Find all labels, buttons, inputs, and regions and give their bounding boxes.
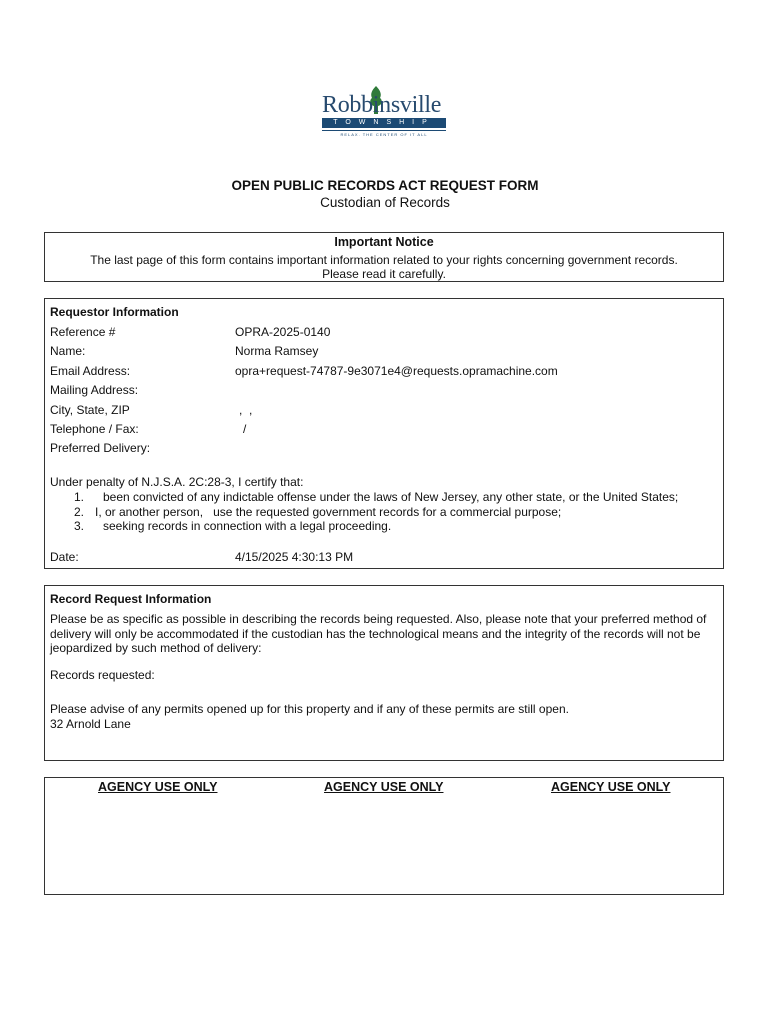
cert-item-number: 1.	[73, 490, 84, 504]
email-value: opra+request-74787-9e3071e4@requests.opramachine.com	[235, 364, 558, 378]
cert-item-number: 3.	[73, 519, 84, 533]
records-requested-text: Please advise of any permits opened up for this property and if any of these permits are still open.	[50, 702, 569, 716]
city-state-zip-label: City, State, ZIP	[50, 403, 130, 417]
cert-item-text: seeking records in connection with a legal proceeding.	[103, 519, 392, 533]
name-label: Name:	[50, 344, 86, 358]
logo-tagline: RELAX. THE CENTER OF IT ALL	[340, 132, 428, 137]
agency-use-label: AGENCY USE ONLY	[324, 780, 444, 794]
record-request-heading: Record Request Information	[50, 592, 212, 606]
logo-divider	[322, 130, 446, 131]
agency-use-label: AGENCY USE ONLY	[98, 780, 218, 794]
agency-use-box	[44, 777, 724, 895]
record-request-box	[44, 585, 724, 761]
logo-wordmark: Robbinsville	[322, 92, 442, 118]
logo-band: TOWNSHIP	[322, 118, 446, 128]
records-requested-label: Records requested:	[50, 668, 155, 682]
requestor-heading: Requestor Information	[50, 305, 179, 319]
township-logo	[322, 86, 448, 140]
date-label: Date:	[50, 550, 79, 564]
mailing-address-label: Mailing Address:	[50, 383, 139, 397]
cert-item-text: I, or another person, use the requested government records for a commercial purpose;	[95, 505, 562, 519]
certification-statement: Under penalty of N.J.S.A. 2C:28-3, I certify that:	[50, 475, 304, 489]
reference-value: OPRA-2025-0140	[235, 325, 331, 339]
form-title: OPEN PUBLIC RECORDS ACT REQUEST FORM	[231, 178, 539, 193]
notice-heading: Important Notice	[334, 235, 434, 249]
cert-item-text: been convicted of any indictable offense under the laws of New Jersey, any other state, or the United States;	[103, 490, 679, 504]
name-value: Norma Ramsey	[235, 344, 319, 358]
city-state-zip-value: , ,	[239, 403, 253, 417]
cert-item-number: 2.	[73, 505, 84, 519]
notice-line-1: The last page of this form contains important information related to your rights concerning government records.	[90, 253, 678, 267]
telephone-fax-value: /	[243, 422, 247, 436]
record-request-instructions: Please be as specific as possible in describing the records being requested. Also, please note that your preferred method of delivery will only be accommodated if the custodian has the technological means and the integrity of the records will not be jeopardized by such method of delivery:	[50, 612, 707, 655]
email-label: Email Address:	[50, 364, 131, 378]
date-value: 4/15/2025 4:30:13 PM	[235, 550, 354, 564]
requestor-information-box	[44, 298, 724, 569]
agency-use-label: AGENCY USE ONLY	[551, 780, 671, 794]
important-notice-box	[44, 232, 724, 282]
preferred-delivery-label: Preferred Delivery:	[50, 441, 151, 455]
reference-label: Reference #	[50, 325, 116, 339]
form-subtitle: Custodian of Records	[320, 195, 450, 210]
telephone-fax-label: Telephone / Fax:	[50, 422, 139, 436]
notice-line-2: Please read it carefully.	[322, 267, 446, 281]
property-address: 32 Arnold Lane	[50, 717, 131, 731]
